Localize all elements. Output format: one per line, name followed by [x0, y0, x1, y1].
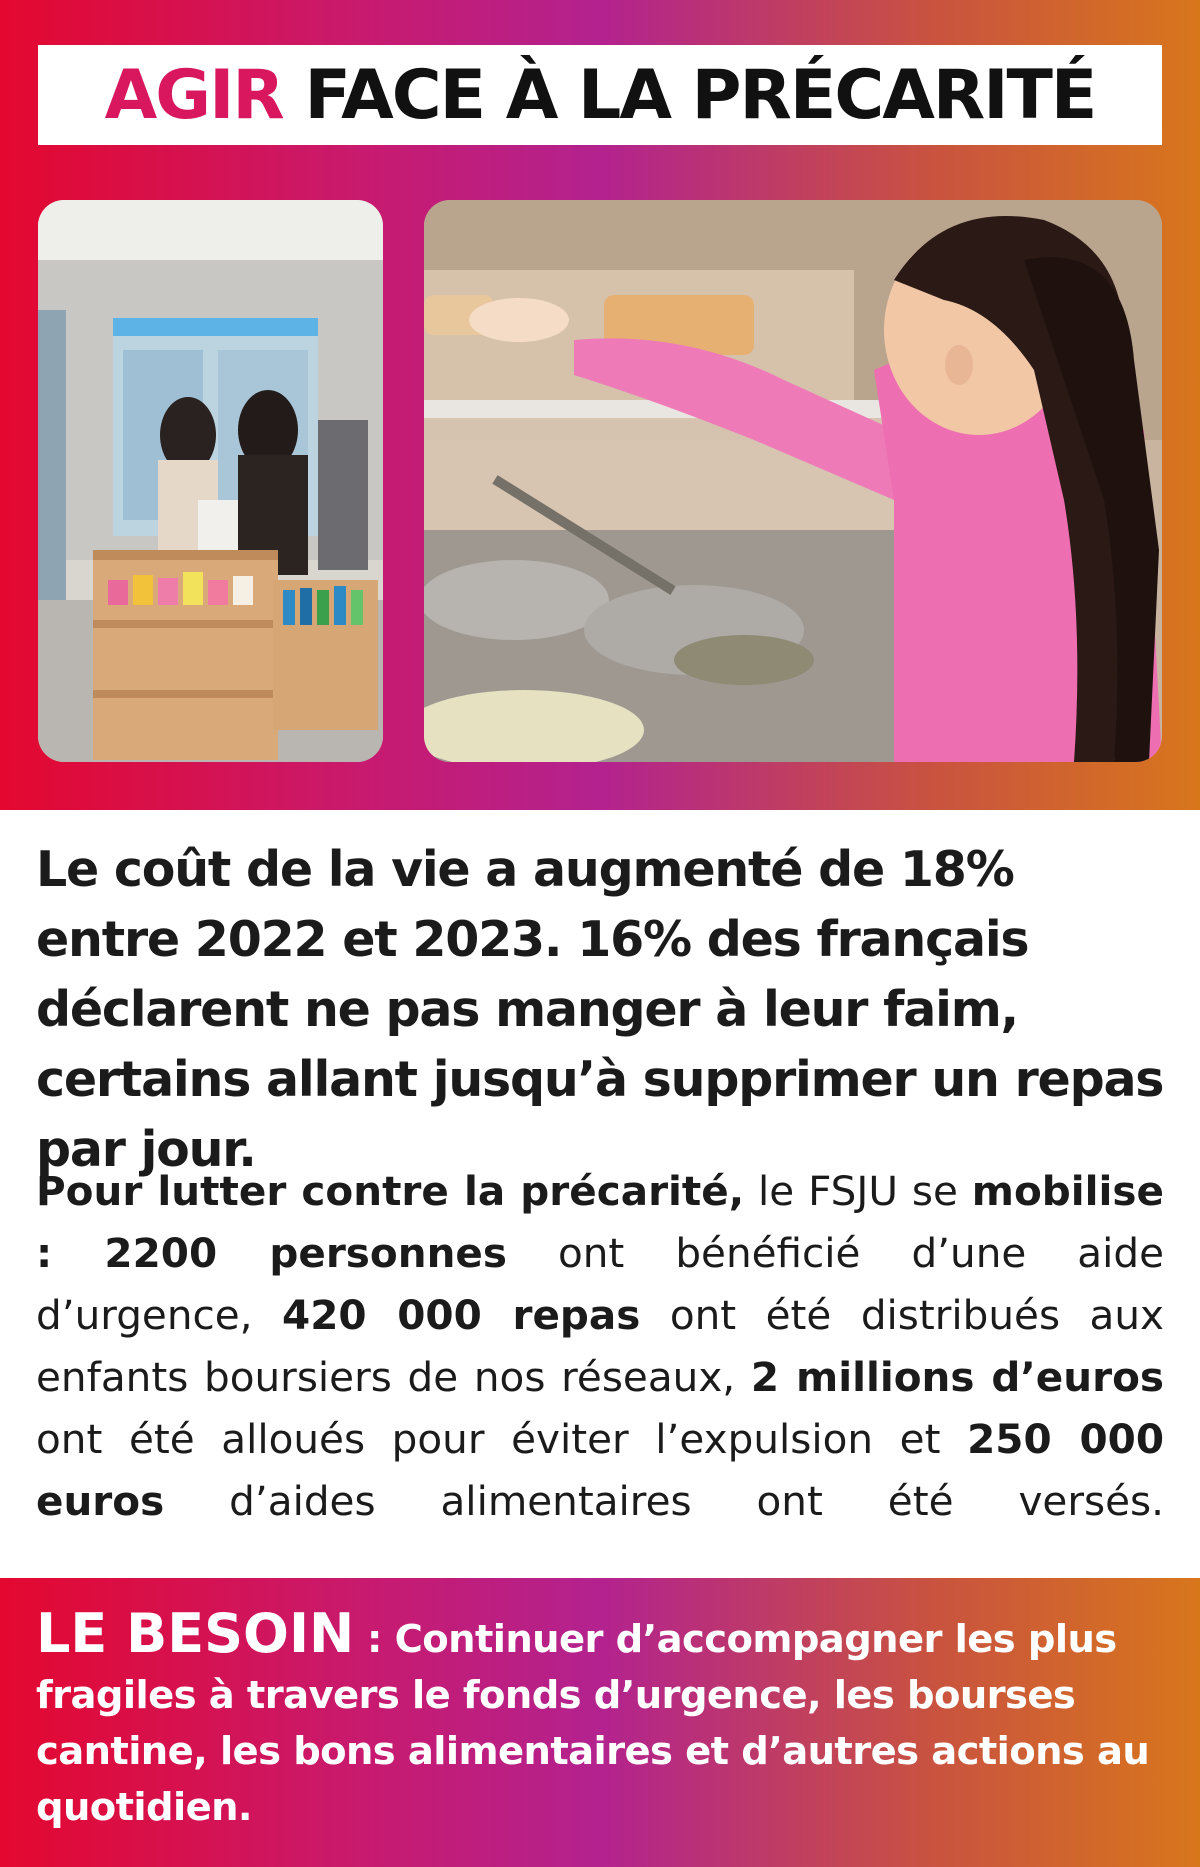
need-paragraph [36, 1602, 1176, 1836]
page-title [105, 56, 1096, 135]
body-bold-7: 2 millions d’euros [750, 1353, 1165, 1401]
need-label: LE BESOIN [36, 1602, 355, 1665]
title-rest: FACE À LA PRÉCARITÉ [304, 55, 1096, 135]
body-text-2: le FSJU se [744, 1167, 972, 1215]
title-banner [38, 45, 1162, 145]
body-bold-1: Pour lutter contre la précarité, [36, 1167, 745, 1215]
title-accent: AGIR [104, 55, 283, 135]
body-text-6: ont été distribués aux enfants boursiers de nos réseaux, [36, 1291, 1164, 1401]
grocery-shelf-photo [38, 200, 383, 762]
body-bold-3: mobilise : 2200 personnes [36, 1167, 1165, 1277]
body-bold-9: 250 000 euros [36, 1415, 1165, 1525]
body-bold-5: 420 000 repas [282, 1291, 641, 1339]
body-text-4: ont bénéficié d’une aide d’urgence, [36, 1229, 1165, 1339]
cafeteria-photo [424, 200, 1162, 762]
intro-paragraph: Le coût de la vie a augmenté de 18% entre 2022 et 2023. 16% des français déclarent ne pas manger à leur faim, certains allant jusqu’à supprimer un repas par jour. [36, 841, 1164, 1178]
body-text-10: d’aides alimentaires ont été versés. [164, 1477, 1164, 1525]
need-separator: : [354, 1617, 395, 1662]
need-text: Continuer d’accompagner les plus fragiles à travers le fonds d’urgence, les bourses cantine, les bons alimentaires et d’autres actions au quotidien. [36, 1617, 1150, 1830]
body-paragraph [36, 1160, 1164, 1532]
body-text-8: ont été alloués pour éviter l’expulsion et [36, 1415, 968, 1463]
